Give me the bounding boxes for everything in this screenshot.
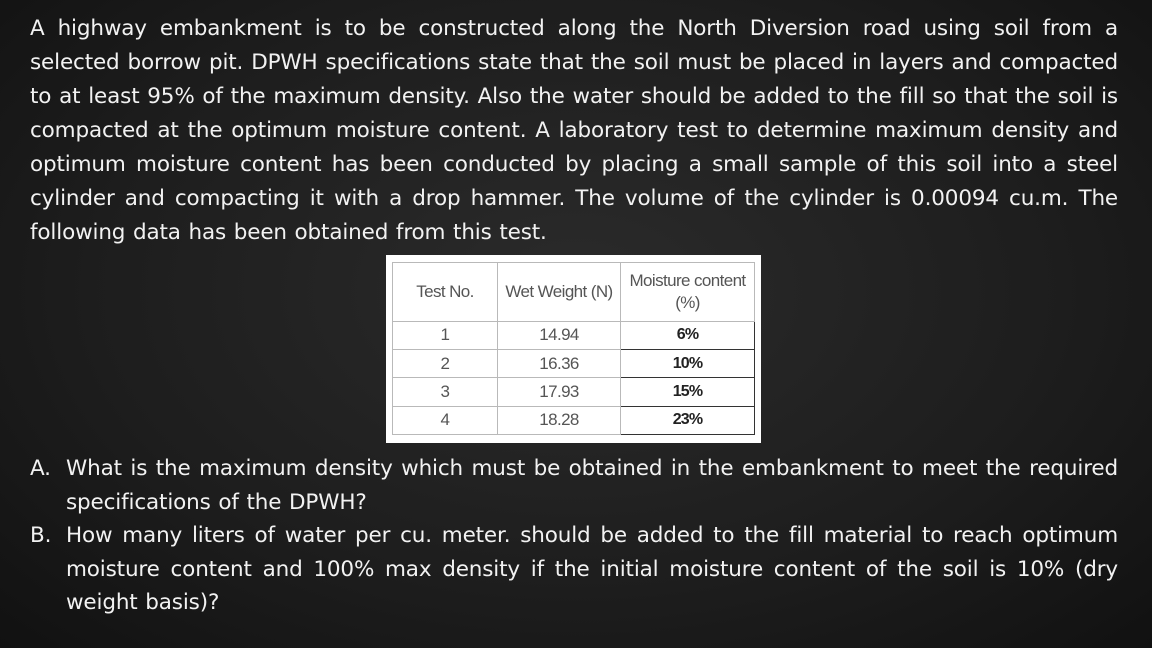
cell-moisture: 6% xyxy=(621,321,755,349)
table-row xyxy=(393,378,755,406)
header-moisture-content: Moisture content (%) xyxy=(621,263,755,322)
cell-test-no: 2 xyxy=(393,350,498,378)
header-wet-weight: Wet Weight (N) xyxy=(497,263,620,322)
header-test-no: Test No. xyxy=(393,263,498,322)
question-marker: B. xyxy=(30,523,52,548)
cell-test-no: 4 xyxy=(393,406,498,434)
cell-moisture: 23% xyxy=(621,406,755,434)
cell-moisture: 10% xyxy=(621,350,755,378)
table-header-row xyxy=(393,263,755,322)
question-a xyxy=(30,452,1118,519)
question-list xyxy=(30,452,1118,620)
cell-wet-weight: 16.36 xyxy=(497,350,620,378)
cell-wet-weight: 14.94 xyxy=(497,321,620,349)
table-row xyxy=(393,350,755,378)
test-data-table-panel xyxy=(386,255,761,443)
cell-test-no: 3 xyxy=(393,378,498,406)
problem-statement: A highway embankment is to be constructed along the North Diversion road using soil from a selected borrow pit. DPWH specifications state that the soil must be placed in layers and compacted to at least 95% of the maximum density. Also the water should be added to the fill so that the soil is compacted at the optimum moisture content. A laboratory test to determine maximum density and optimum moisture content has been conducted by placing a small sample of this soil into a steel cylinder and compacting it with a drop hammer. The volume of the cylinder is 0.00094 cu.m. The following data has been obtained from this test. xyxy=(30,16,1118,245)
question-text: How many liters of water per cu. meter. should be added to the fill material to reach optimum moisture content and 100% max density if the initial moisture content of the soil is 10% (dry weight basis)? xyxy=(66,523,1118,615)
cell-wet-weight: 17.93 xyxy=(497,378,620,406)
table-row xyxy=(393,406,755,434)
question-text: What is the maximum density which must be obtained in the embankment to meet the required specifications of the DPWH? xyxy=(66,456,1118,515)
cell-wet-weight: 18.28 xyxy=(497,406,620,434)
cell-moisture: 15% xyxy=(621,378,755,406)
question-b xyxy=(30,519,1118,620)
table-row xyxy=(393,321,755,349)
question-marker: A. xyxy=(30,456,51,481)
test-data-table xyxy=(392,262,755,435)
cell-test-no: 1 xyxy=(393,321,498,349)
